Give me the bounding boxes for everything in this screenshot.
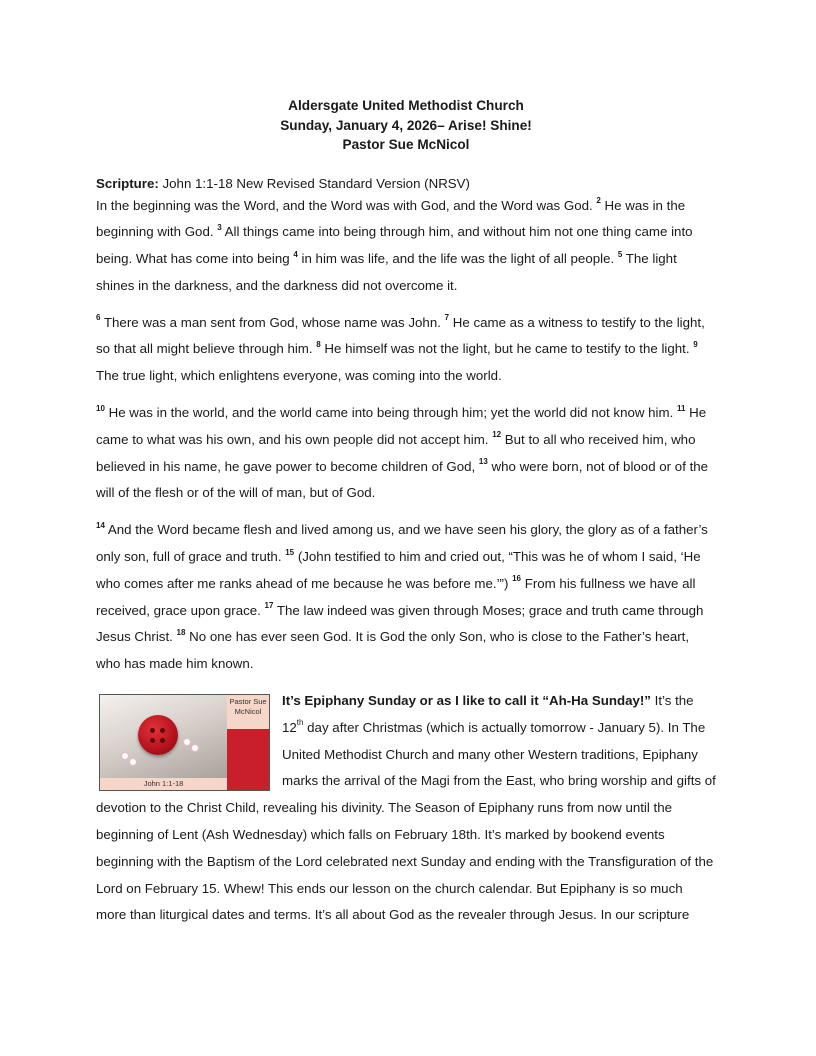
verse-number: 2 xyxy=(596,196,601,206)
verse-text: The law indeed was given through Moses; grace and truth came through Jesus Christ. xyxy=(96,602,704,645)
verse-number: 5 xyxy=(617,249,623,259)
verse-text: And the Word became flesh and lived among us, and we have seen his glory, the glory as of a father’s only son, full of grace and truth. xyxy=(96,522,708,565)
scripture-reference xyxy=(96,174,716,193)
sermon-text: day after Christmas (which is actually tomorrow - January 5). In The United Methodist Church and many other Western traditions, Epiphany marks the arrival of the Magi from the East, who bring worship and gifts of devotion to the Christ Child, revealing his divinity. The Season of Epiphany runs from now until the beginning of Lent (Ash Wednesday) which falls on February 18th. It’s marked by bookend events beginning with the Baptism of the Lord celebrated next Sunday and ending with the Transfiguration of the Lord on February 15. Whew! This ends our lesson on the church calendar. But Epiphany is so much more than liturgical dates and terms. It’s all about God as the revealer through Jesus. In our scripture xyxy=(96,719,716,923)
sermon-date-title: Sunday, January 4, 2026– Arise! Shine! xyxy=(280,117,532,133)
verse-number: 6 xyxy=(96,313,101,323)
sermon-thumbnail-image xyxy=(99,694,270,791)
sermon-intro: It’s Epiphany Sunday or as I like to call it “Ah-Ha Sunday!” xyxy=(282,693,651,709)
verse-paragraph xyxy=(96,193,716,300)
verse-number: 7 xyxy=(444,313,450,323)
verse-number: 10 xyxy=(96,403,105,413)
button-hole xyxy=(160,728,165,733)
button-hole xyxy=(150,738,155,743)
verse-number: 12 xyxy=(492,430,502,440)
verse-number: 14 xyxy=(96,520,105,530)
verse-number: 8 xyxy=(316,340,321,350)
verse-text: No one has ever seen God. It is God the only Son, who is close to the Father’s heart, who has made him known. xyxy=(96,629,690,672)
flower-shape xyxy=(122,753,128,759)
verse-number: 15 xyxy=(285,547,295,557)
church-name: Aldersgate United Methodist Church xyxy=(288,98,524,113)
verse-number: 17 xyxy=(264,601,274,611)
flower-shape xyxy=(130,759,136,765)
verse-number: 18 xyxy=(176,628,186,638)
verse-text: The light shines in the darkness, and the darkness did not overcome it. xyxy=(96,251,677,293)
verse-text: He was in the beginning with God. xyxy=(96,197,686,240)
verse-text: He came to what was his own, and his own people did not accept him. xyxy=(96,405,707,447)
sermon-header xyxy=(96,96,716,155)
thumbnail-author-label: Pastor Sue McNicol xyxy=(227,695,269,729)
verse-number: 4 xyxy=(293,249,298,259)
verse-number: 9 xyxy=(693,340,698,350)
thumbnail-red-panel xyxy=(227,695,269,790)
flower-shape xyxy=(184,739,190,745)
verse-paragraph xyxy=(96,517,716,678)
verse-paragraph xyxy=(96,400,716,507)
thumbnail-caption: John 1:1-18 xyxy=(100,778,227,790)
verse-text: There was a man sent from God, whose name was John. xyxy=(100,314,445,330)
scripture-citation: John 1:1-18 New Revised Standard Version (NRSV) xyxy=(158,175,470,191)
verse-text: He came as a witness to testify to the light, so that all might believe through him. xyxy=(96,314,705,357)
verse-text: in him was life, and the life was the light of all people. xyxy=(297,251,618,267)
flower-shape xyxy=(192,745,198,751)
verse-text: But to all who received him, who believed in his name, he gave power to become children of God, xyxy=(96,431,696,474)
verse-text: In the beginning was the Word, and the Word was with God, and the Word was God. xyxy=(96,197,597,213)
red-button-shape xyxy=(138,715,178,755)
verse-number: 3 xyxy=(217,222,222,232)
verse-text: All things came into being through him, and without him not one thing came into being. What has come into being xyxy=(96,224,693,267)
pastor-name: Pastor Sue McNicol xyxy=(342,137,470,152)
scripture-label: Scripture: xyxy=(96,175,159,191)
ordinal-suffix: th xyxy=(296,718,304,728)
sermon-text: It’s the 12 xyxy=(282,693,694,735)
verse-text: The true light, which enlightens everyone, was coming into the world. xyxy=(96,368,502,384)
verse-text: He himself was not the light, but he came to testify to the light. xyxy=(320,341,694,357)
verse-number: 16 xyxy=(512,574,522,584)
verse-text: who were born, not of blood or of the will of the flesh or of the will of man, but of God. xyxy=(96,458,709,501)
verse-text: From his fullness we have all received, grace upon grace. xyxy=(96,575,696,618)
button-hole xyxy=(160,738,165,743)
document-page xyxy=(96,96,716,929)
verse-text: He was in the world, and the world came into being through him; yet the world did not know him. xyxy=(104,405,677,421)
verse-paragraph xyxy=(96,310,716,390)
verse-text: (John testified to him and cried out, “This was he of whom I said, ‘He who comes after me ranks ahead of me because he was before me.’”) xyxy=(96,549,701,591)
button-hole xyxy=(150,728,155,733)
verse-number: 11 xyxy=(676,403,686,413)
verse-number: 13 xyxy=(478,457,488,467)
red-button-photo xyxy=(100,695,227,778)
